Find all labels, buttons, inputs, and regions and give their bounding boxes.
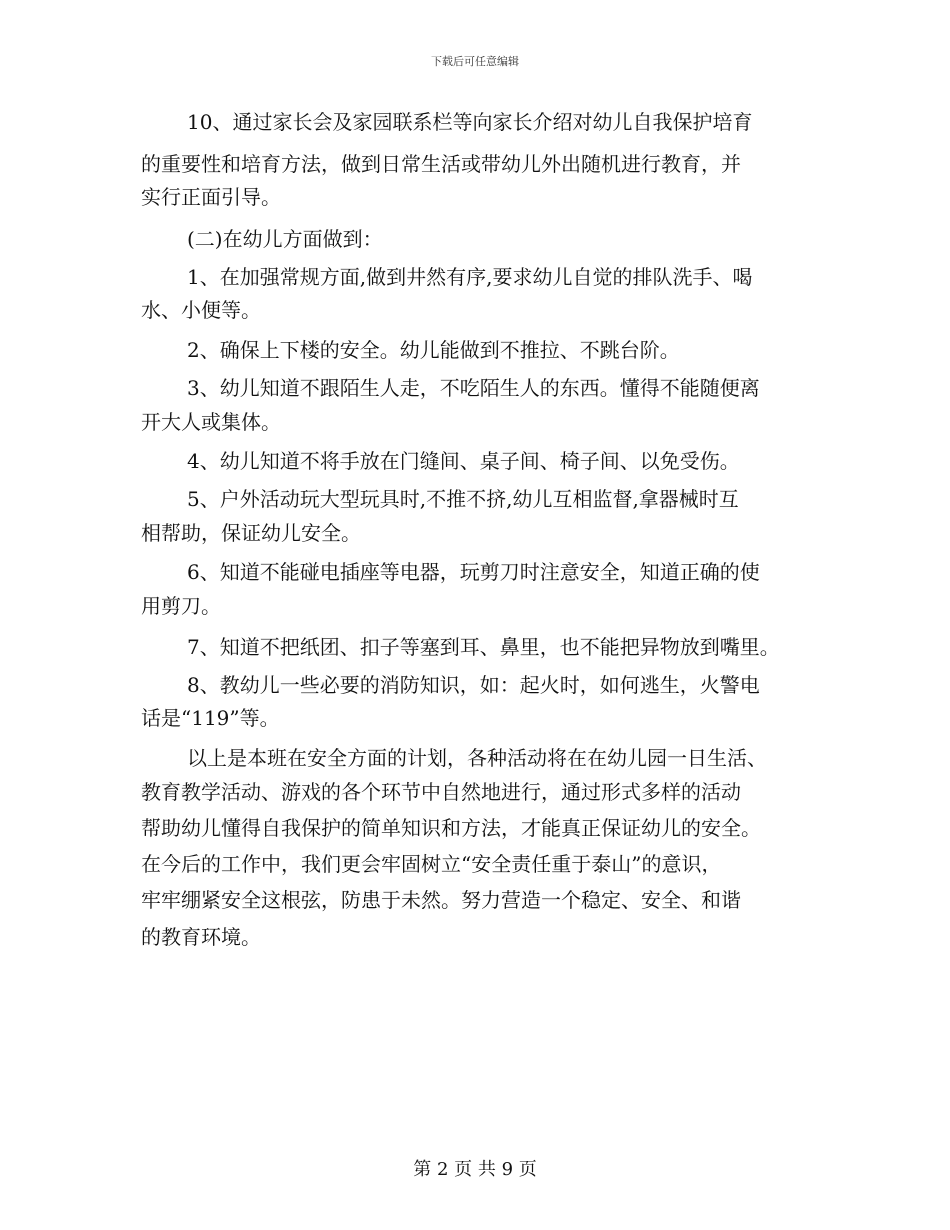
paragraph-line: 在今后的工作中，我们更会牢固树立“安全责任重于泰山”的意识，	[141, 852, 722, 876]
paragraph-line: 10、通过家长会及家园联系栏等向家长介绍对幼儿自我保护培育	[187, 110, 753, 134]
header-note: 下载后可任意编辑	[431, 55, 519, 68]
paragraph-line: (二)在幼儿方面做到：	[187, 227, 383, 251]
paragraph-line: 的教育环境。	[141, 925, 261, 949]
paragraph-line: 相帮助，保证幼儿安全。	[141, 521, 361, 545]
paragraph-line: 6、知道不能碰电插座等电器，玩剪刀时注意安全，知道正确的使	[187, 560, 760, 584]
paragraph-line: 以上是本班在安全方面的计划，各种活动将在在幼儿园一日生活、	[187, 746, 767, 770]
paragraph-line: 2、确保上下楼的安全。幼儿能做到不推拉、不跳台阶。	[187, 338, 680, 362]
paragraph-line: 用剪刀。	[141, 594, 221, 618]
paragraph-line: 8、教幼儿一些必要的消防知识，如：起火时，如何逃生，火警电	[187, 673, 760, 697]
paragraph-line: 3、幼儿知道不跟陌生人走，不吃陌生人的东西。懂得不能随便离	[187, 376, 760, 400]
paragraph-line: 实行正面引导。	[141, 185, 281, 209]
paragraph-line: 4、幼儿知道不将手放在门缝间、桌子间、椅子间、以免受伤。	[187, 449, 740, 473]
paragraph-line: 牢牢绷紧安全这根弦，防患于未然。努力营造一个稳定、安全、和谐	[141, 888, 741, 912]
paragraph-line: 1、在加强常规方面,做到井然有序,要求幼儿自觉的排队洗手、喝	[187, 265, 753, 289]
paragraph-line: 7、知道不把纸团、扣子等塞到耳、鼻里，也不能把异物放到嘴里。	[187, 635, 780, 659]
paragraph-line: 5、户外活动玩大型玩具时,不推不挤,幼儿互相监督,拿器械时互	[187, 487, 739, 511]
paragraph-line: 话是“119”等。	[141, 706, 280, 730]
paragraph-line: 教育教学活动、游戏的各个环节中自然地进行，通过形式多样的活动	[141, 780, 741, 804]
page-number: 第 2 页 共 9 页	[413, 1159, 537, 1180]
paragraph-line: 的重要性和培育方法，做到日常生活或带幼儿外出随机进行教育，并	[141, 152, 741, 176]
paragraph-line: 帮助幼儿懂得自我保护的简单知识和方法，才能真正保证幼儿的安全。	[141, 816, 761, 840]
paragraph-line: 水、小便等。	[141, 298, 261, 322]
paragraph-line: 开大人或集体。	[141, 410, 281, 434]
